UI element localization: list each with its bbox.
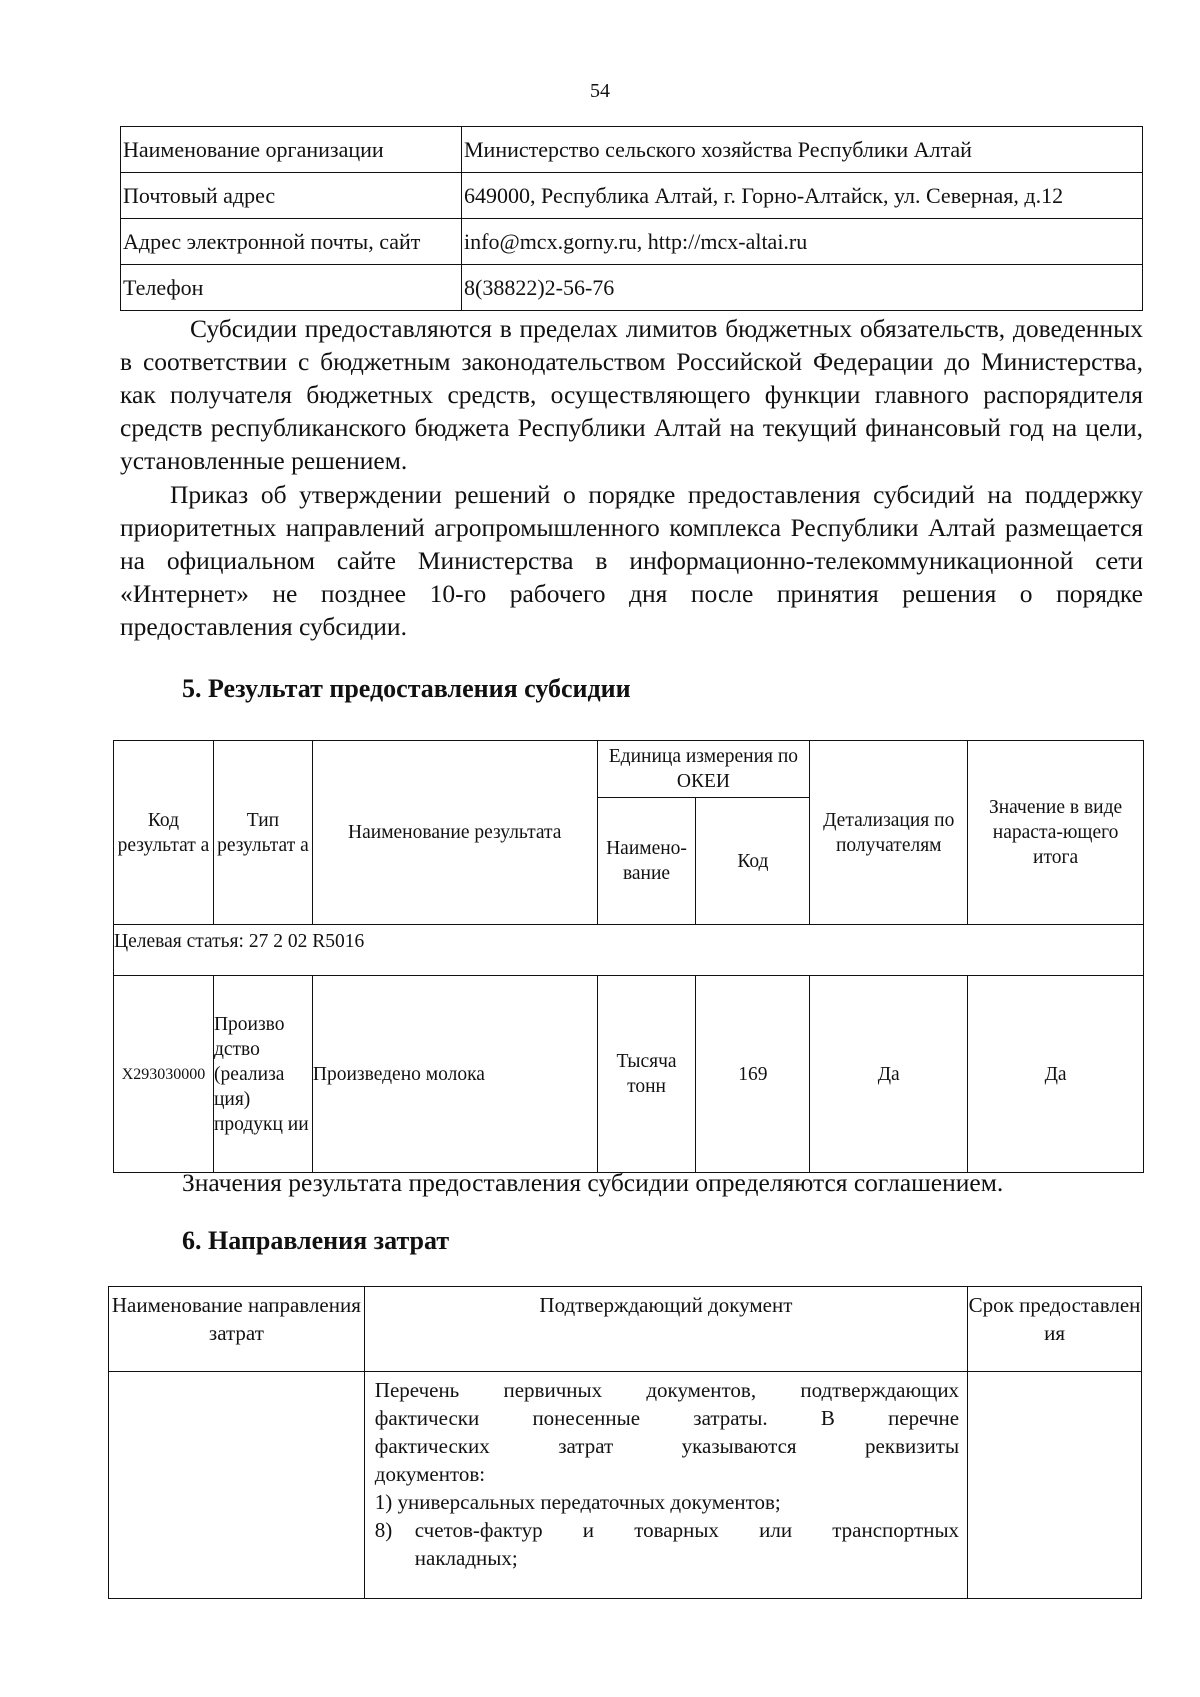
- section-6-heading: 6. Направления затрат: [182, 1226, 450, 1255]
- header-unit-code: Код: [696, 798, 810, 925]
- table-row: [121, 219, 1143, 265]
- table-header-row: [109, 1287, 1142, 1372]
- table-header-row: [114, 741, 1144, 798]
- unit-code: 169: [696, 976, 810, 1173]
- header-direction-cell: [109, 1287, 365, 1372]
- header-document-cell: [364, 1287, 967, 1372]
- postal-address-value: 649000, Республика Алтай, г. Горно-Алтайск, ул. Северная, д.12: [462, 173, 1143, 219]
- doc-line: фактических затрат указываются реквизиты: [374, 1434, 960, 1458]
- header-result-name: Наименование результата: [312, 741, 597, 925]
- table-row: [114, 925, 1144, 976]
- header-result-type: Тип результат а: [213, 741, 312, 925]
- header-unit-name: Наимено-вание: [597, 798, 696, 925]
- header-unit-group: Единица измерения по ОКЕИ: [597, 741, 810, 798]
- organization-info-table: [120, 126, 1143, 311]
- result-type: Произво дство (реализа ция) продукц ии: [213, 976, 312, 1173]
- doc-line: счетов-фактур и товарных или транспортных: [414, 1518, 960, 1542]
- term-cell: [968, 1372, 1142, 1599]
- result-name: Произведено молока: [312, 976, 597, 1173]
- header-cumulative: Значение в виде нараста-ющего итога: [968, 741, 1144, 925]
- page-number: 54: [590, 80, 610, 102]
- cost-directions-table: [108, 1286, 1142, 1599]
- direction-cell: [109, 1372, 365, 1599]
- target-article: Целевая статья: 27 2 02 R5016: [114, 925, 1144, 976]
- org-name-value: Министерство сельского хозяйства Республики Алтай: [462, 127, 1143, 173]
- doc-line: документов:: [374, 1462, 486, 1486]
- doc-line: накладных;: [414, 1546, 518, 1570]
- header-term: Срок предоставлен ия: [968, 1293, 1141, 1345]
- org-name-label: Наименование организации: [121, 127, 462, 173]
- results-table: [113, 740, 1144, 1173]
- phone-label: Телефон: [121, 265, 462, 311]
- doc-line: фактически понесенные затраты. В перечне: [374, 1406, 960, 1430]
- table-row: [114, 976, 1144, 1173]
- detail-value: Да: [810, 976, 968, 1173]
- header-term-cell: [968, 1287, 1142, 1372]
- document-cell: [364, 1372, 967, 1599]
- phone-value: 8(38822)2-56-76: [462, 265, 1143, 311]
- section-5-heading: 5. Результат предоставления субсидии: [182, 674, 631, 703]
- paragraph-subsidy-limits: Субсидии предоставляются в пределах лимитов бюджетных обязательств, доведенных в соответствии с бюджетным законодательством Российской Федерации до Министерства, как получателя бюджетных средств, осуществляющего функции главного распорядителя средств республиканского бюджета Республики Алтай на текущий финансовый год на цели, установленные решением.: [120, 314, 1143, 475]
- list-number: 8): [374, 1518, 393, 1542]
- cumulative-value: Да: [968, 976, 1144, 1173]
- unit-name: Тысяча тонн: [597, 976, 696, 1173]
- paragraph-order-publication: Приказ об утверждении решений о порядке предоставления субсидий на поддержку приоритетных направлений агропромышленного комплекса Республики Алтай размещается на официальном сайте Министерства в информационно-телекоммуникационной сети «Интернет» не позднее 10-го рабочего дня после принятия решения о порядке предоставления субсидии.: [120, 480, 1143, 641]
- header-direction: Наименование направления затрат: [111, 1293, 361, 1345]
- table-row: [121, 265, 1143, 311]
- header-document: Подтверждающий документ: [539, 1293, 793, 1317]
- table-row: [109, 1372, 1142, 1599]
- table-row: [121, 127, 1143, 173]
- header-detail: Детализация по получателям: [810, 741, 968, 925]
- result-code: X293030000: [114, 976, 214, 1173]
- table-row: [121, 173, 1143, 219]
- results-note: Значения результата предоставления субсидии определяются соглашением.: [182, 1168, 1004, 1197]
- postal-address-label: Почтовый адрес: [121, 173, 462, 219]
- doc-line: Перечень первичных документов, подтверждающих: [374, 1378, 960, 1402]
- email-site-value: info@mcx.gorny.ru, http://mcx-altai.ru: [462, 219, 1143, 265]
- email-site-label: Адрес электронной почты, сайт: [121, 219, 462, 265]
- doc-list-item-8: [375, 1516, 959, 1572]
- doc-list-item-1: 1) универсальных передаточных документов;: [374, 1490, 781, 1514]
- header-result-code: Код результат а: [114, 741, 214, 925]
